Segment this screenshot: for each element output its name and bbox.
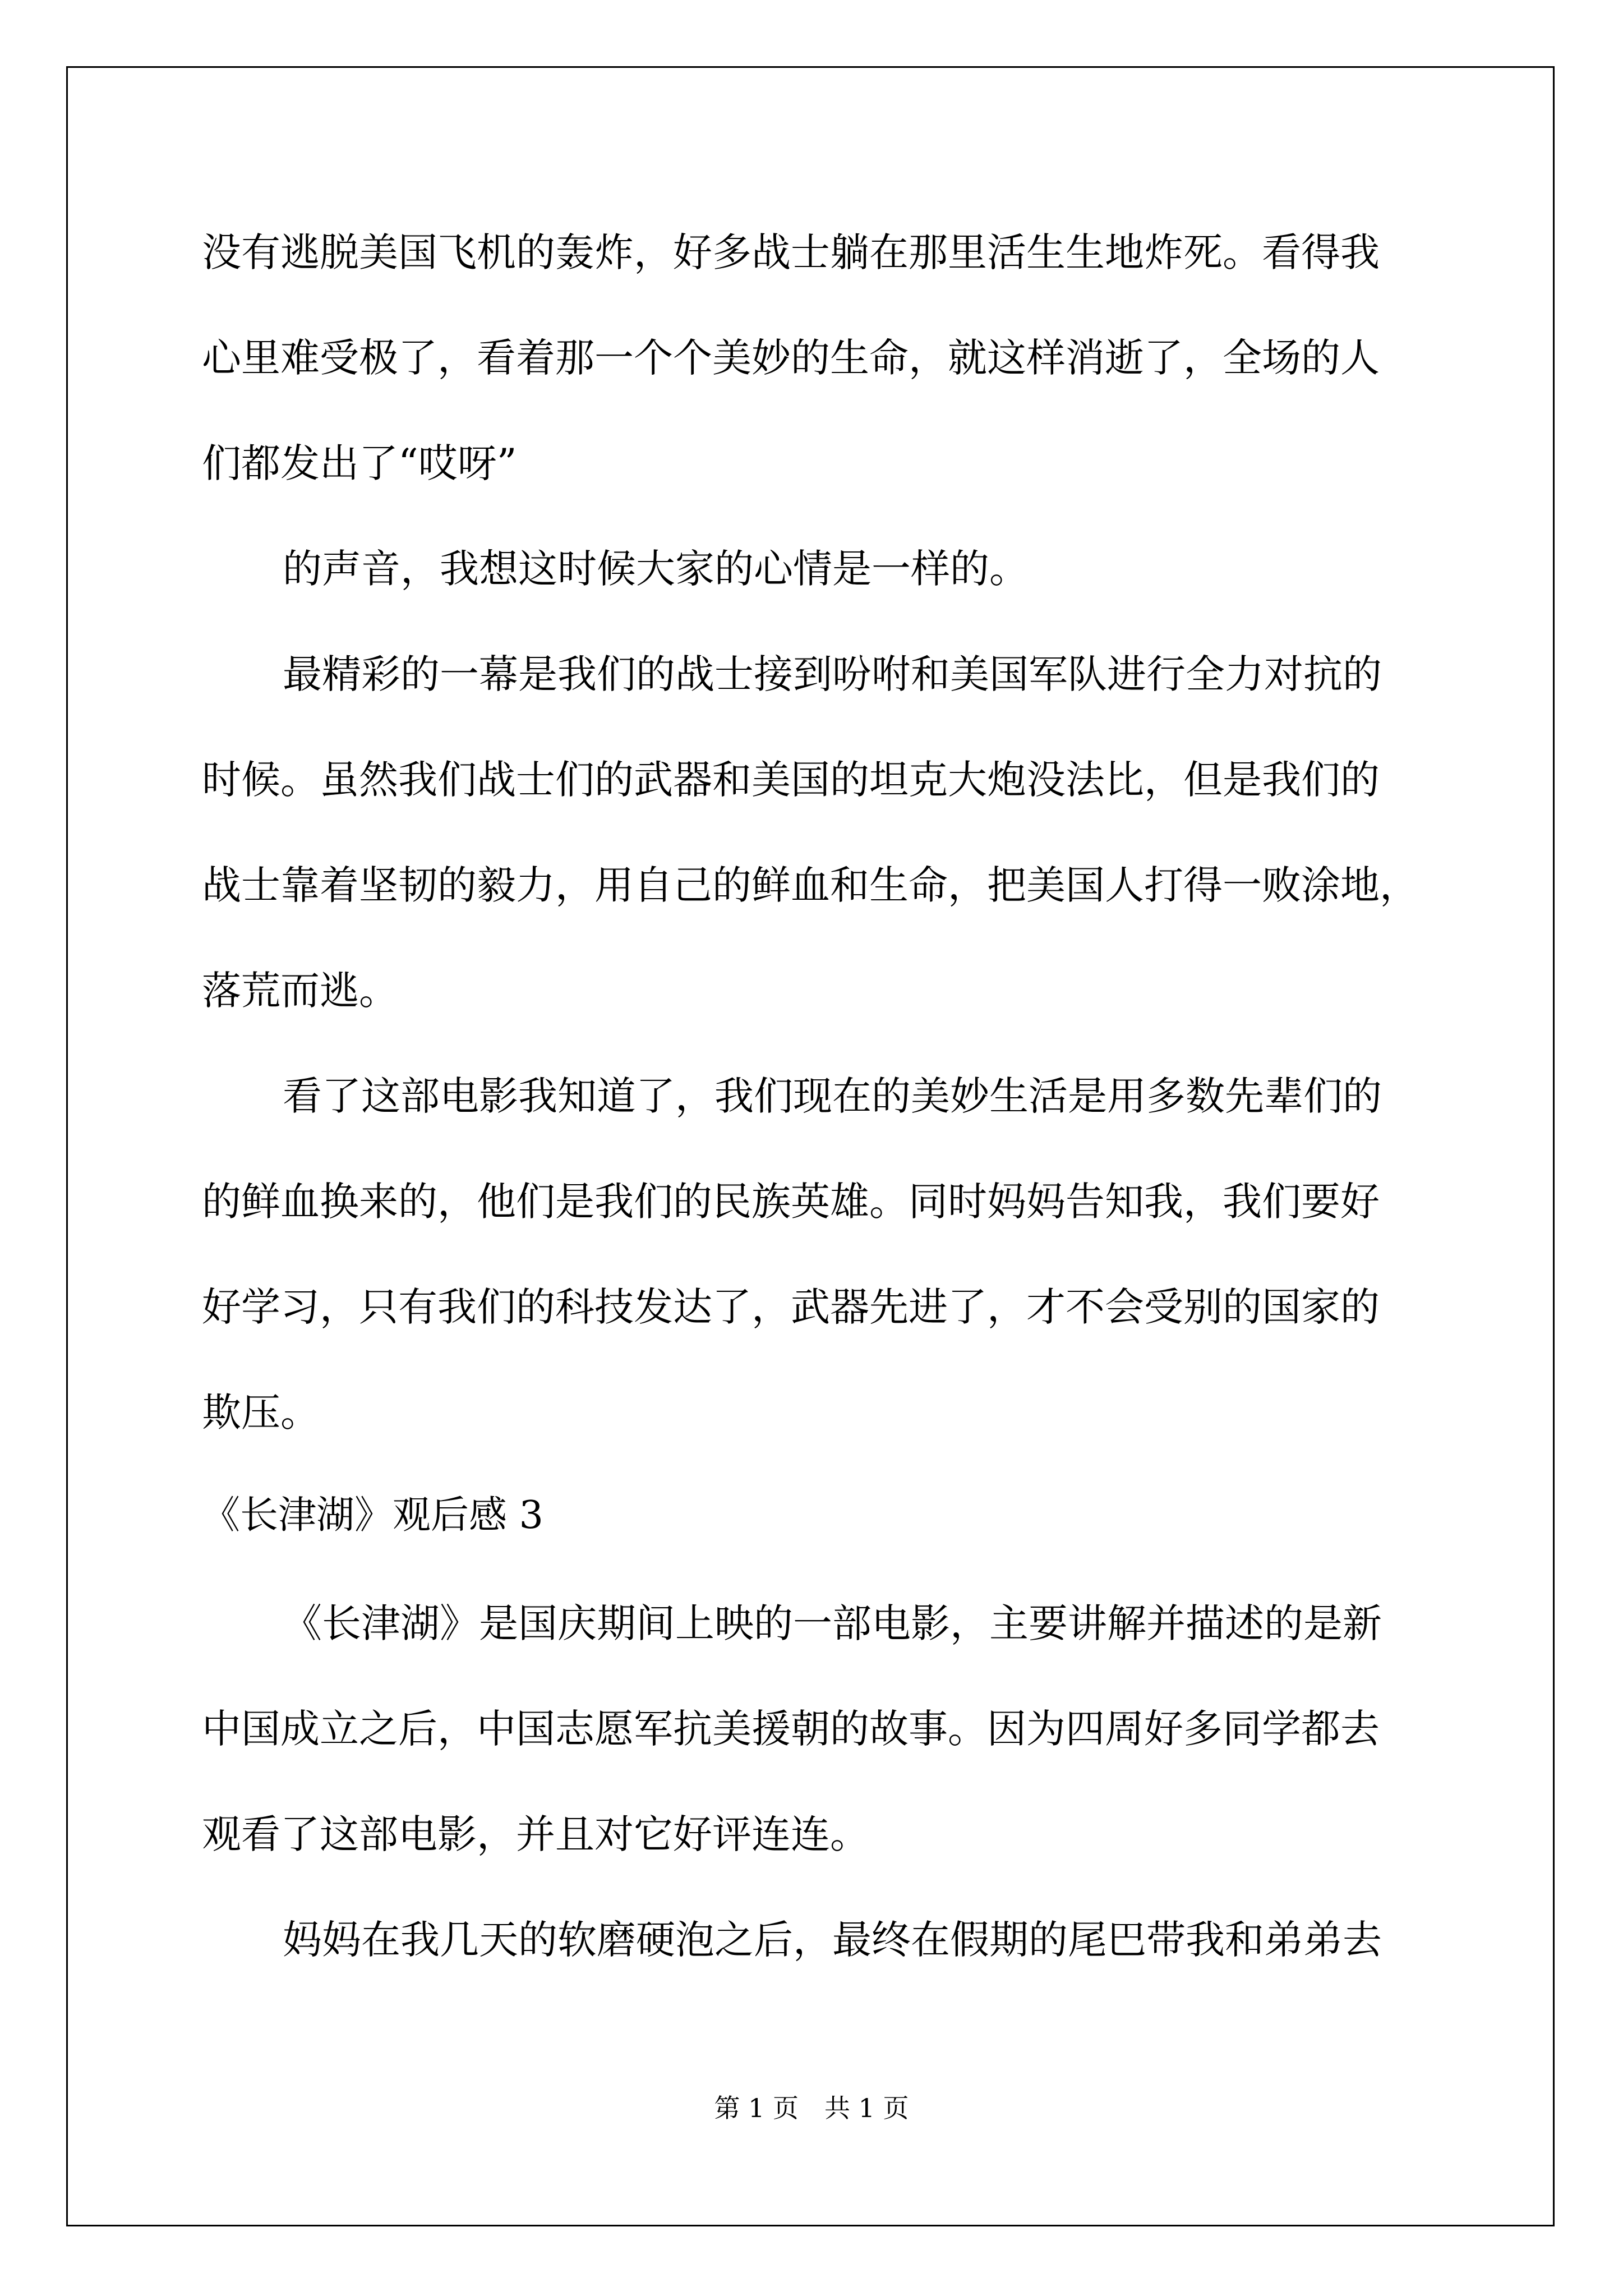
body-line: 们都发出了“哎呀” — [202, 440, 517, 486]
body-line: 中国成立之后，中国志愿军抗美援朝的故事。因为四周好多同学都去 — [202, 1706, 1380, 1752]
paragraph-start: 妈妈在我几天的软磨硬泡之后，最终在假期的尾巴带我和弟弟去 — [283, 1917, 1382, 1963]
paragraph-start: 《长津湖》是国庆期间上映的一部电影，主要讲解并描述的是新 — [283, 1600, 1382, 1646]
page-footer: 第 1 页 共 1 页 — [714, 2093, 909, 2123]
body-line: 观看了这部电影，并且对它好评连连。 — [202, 1811, 869, 1857]
page-border — [66, 66, 1555, 2226]
body-line: 好学习，只有我们的科技发达了，武器先进了，才不会受别的国家的 — [202, 1284, 1380, 1330]
body-line: 时候。虽然我们战士们的武器和美国的坦克大炮没法比，但是我们的 — [202, 757, 1380, 803]
section-heading: 《长津湖》观后感 3 — [202, 1493, 543, 1538]
body-line: 落荒而逃。 — [202, 968, 398, 1014]
body-line: 没有逃脱美国飞机的轰炸，好多战士躺在那里活生生地炸死。看得我 — [202, 229, 1380, 275]
paragraph-start: 最精彩的一幕是我们的战士接到吩咐和美国军队进行全力对抗的 — [283, 651, 1382, 697]
paragraph-start: 看了这部电影我知道了，我们现在的美妙生活是用多数先辈们的 — [283, 1073, 1382, 1119]
body-line: 心里难受极了，看着那一个个美妙的生命，就这样消逝了，全场的人 — [202, 335, 1380, 381]
body-line: 战士靠着坚韧的毅力，用自己的鲜血和生命，把美国人打得一败涂地， — [202, 862, 1419, 908]
body-line: 欺压。 — [202, 1389, 320, 1435]
body-line: 的声音，我想这时候大家的心情是一样的。 — [283, 546, 1029, 592]
body-line: 的鲜血换来的，他们是我们的民族英雄。同时妈妈告知我，我们要好 — [202, 1179, 1380, 1225]
